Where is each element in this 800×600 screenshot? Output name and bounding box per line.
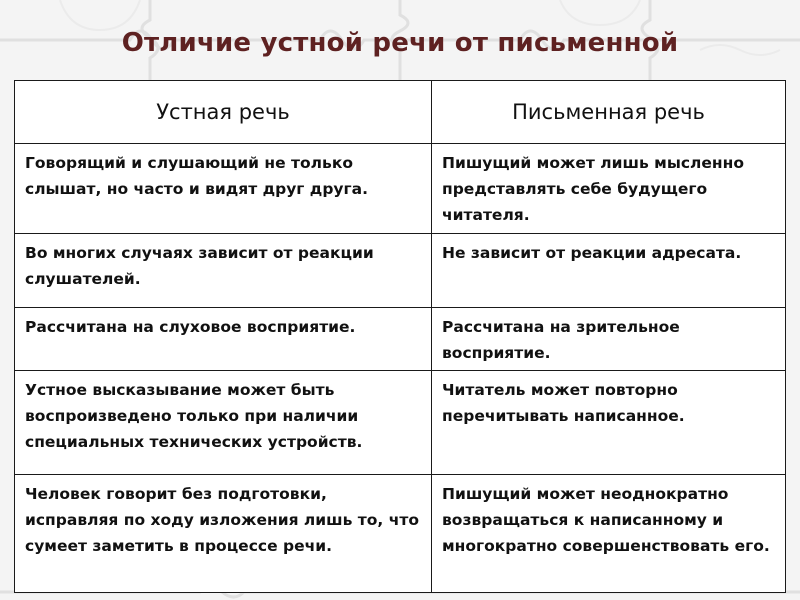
table-cell-written: Не зависит от реакции адресата. [432,234,786,308]
table-cell-oral: Говорящий и слушающий не только слышат, но часто и видят друг друга. [15,144,432,234]
table-cell-oral: Во многих случаях зависит от реакции слушателей. [15,234,432,308]
table-cell-written: Читатель может повторно перечитывать написанное. [432,371,786,475]
table-cell-written: Рассчитана на зрительное восприятие. [432,308,786,371]
comparison-table [14,80,786,593]
column-header-written: Письменная речь [432,81,786,144]
column-header-oral: Устная речь [15,81,432,144]
table-cell-written: Пишущий может лишь мысленно представлять себе будущего читателя. [432,144,786,234]
table-row [15,308,786,371]
table-header-row [15,81,786,144]
table-cell-oral: Человек говорит без подготовки, исправляя по ходу изложения лишь то, что сумеет заметить в процессе речи. [15,475,432,593]
table-row [15,144,786,234]
table-cell-oral: Устное высказывание может быть воспроизведено только при наличии специальных технических устройств. [15,371,432,475]
table-row [15,475,786,593]
table-cell-oral: Рассчитана на слуховое восприятие. [15,308,432,371]
table-row [15,234,786,308]
page-title: Отличие устной речи от письменной [121,28,679,58]
table-row [15,371,786,475]
table-cell-written: Пишущий может неоднократно возвращаться к написанному и многократно совершенствовать его. [432,475,786,593]
